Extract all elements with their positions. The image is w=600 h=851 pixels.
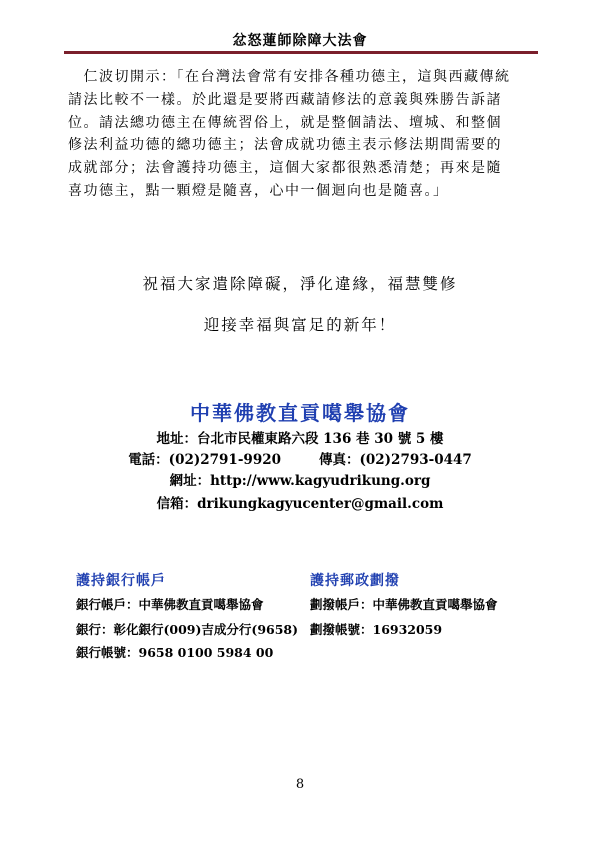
paragraph-line: 請法比較不一樣。於此還是要將西藏請修法的意義與殊勝告訴諸 (68, 91, 502, 108)
organization-name: 中華佛教直貢噶舉協會 (190, 401, 410, 425)
postal-account-name: 劃撥帳戶：中華佛教直貢噶舉協會 (310, 597, 498, 612)
paragraph-line: 成就部分；法會護持功德主，這個大家都很熟悉清楚；再來是隨 (68, 160, 502, 177)
bank-branch: 銀行：彰化銀行(009)吉成分行(9658) (76, 622, 299, 637)
email-link[interactable]: 信箱：drikungkagyucenter@gmail.com (156, 496, 444, 512)
teaching-paragraph (68, 66, 534, 203)
postal-account-number: 劃撥帳號：16932059 (310, 622, 443, 637)
paragraph-line: 喜功德主，點一顆燈是隨喜，心中一個迴向也是隨喜。」 (68, 182, 449, 199)
fax: 傳真：(02)2793-0447 (319, 452, 472, 468)
address: 地址：台北市民權東路六段 136 巷 30 號 5 樓 (156, 431, 444, 447)
bank-account-name: 銀行帳戶：中華佛教直貢噶舉協會 (76, 597, 264, 612)
header-divider (64, 51, 538, 54)
paragraph-line: 修法利益功德的總功德主；法會成就功德主表示修法期間需要的 (68, 137, 502, 154)
bank-account-number: 銀行帳號：9658 0100 5984 00 (76, 645, 274, 660)
phone-fax-row (0, 448, 600, 468)
bank-support-title: 護持銀行帳戶 (76, 573, 166, 589)
phone: 電話：(02)2791-9920 (128, 452, 281, 468)
blessing-line-2: 迎接幸福與富足的新年！ (203, 316, 397, 334)
website-link[interactable]: 網址：http://www.kagyudrikung.org (169, 473, 431, 489)
paragraph-line: 位。請法總功德主在傳統習俗上，就是整個請法、壇城、和整個 (68, 114, 502, 131)
header-title: 忿怒蓮師除障大法會 (232, 33, 368, 49)
paragraph-line: 仁波切開示：「在台灣法會常有安排各種功德主，這與西藏傳統 (68, 69, 511, 85)
page-number: 8 (295, 777, 305, 792)
postal-support-title: 護持郵政劃撥 (310, 573, 400, 589)
blessing-line-1: 祝福大家遣除障礙，淨化違緣，福慧雙修 (142, 275, 458, 293)
